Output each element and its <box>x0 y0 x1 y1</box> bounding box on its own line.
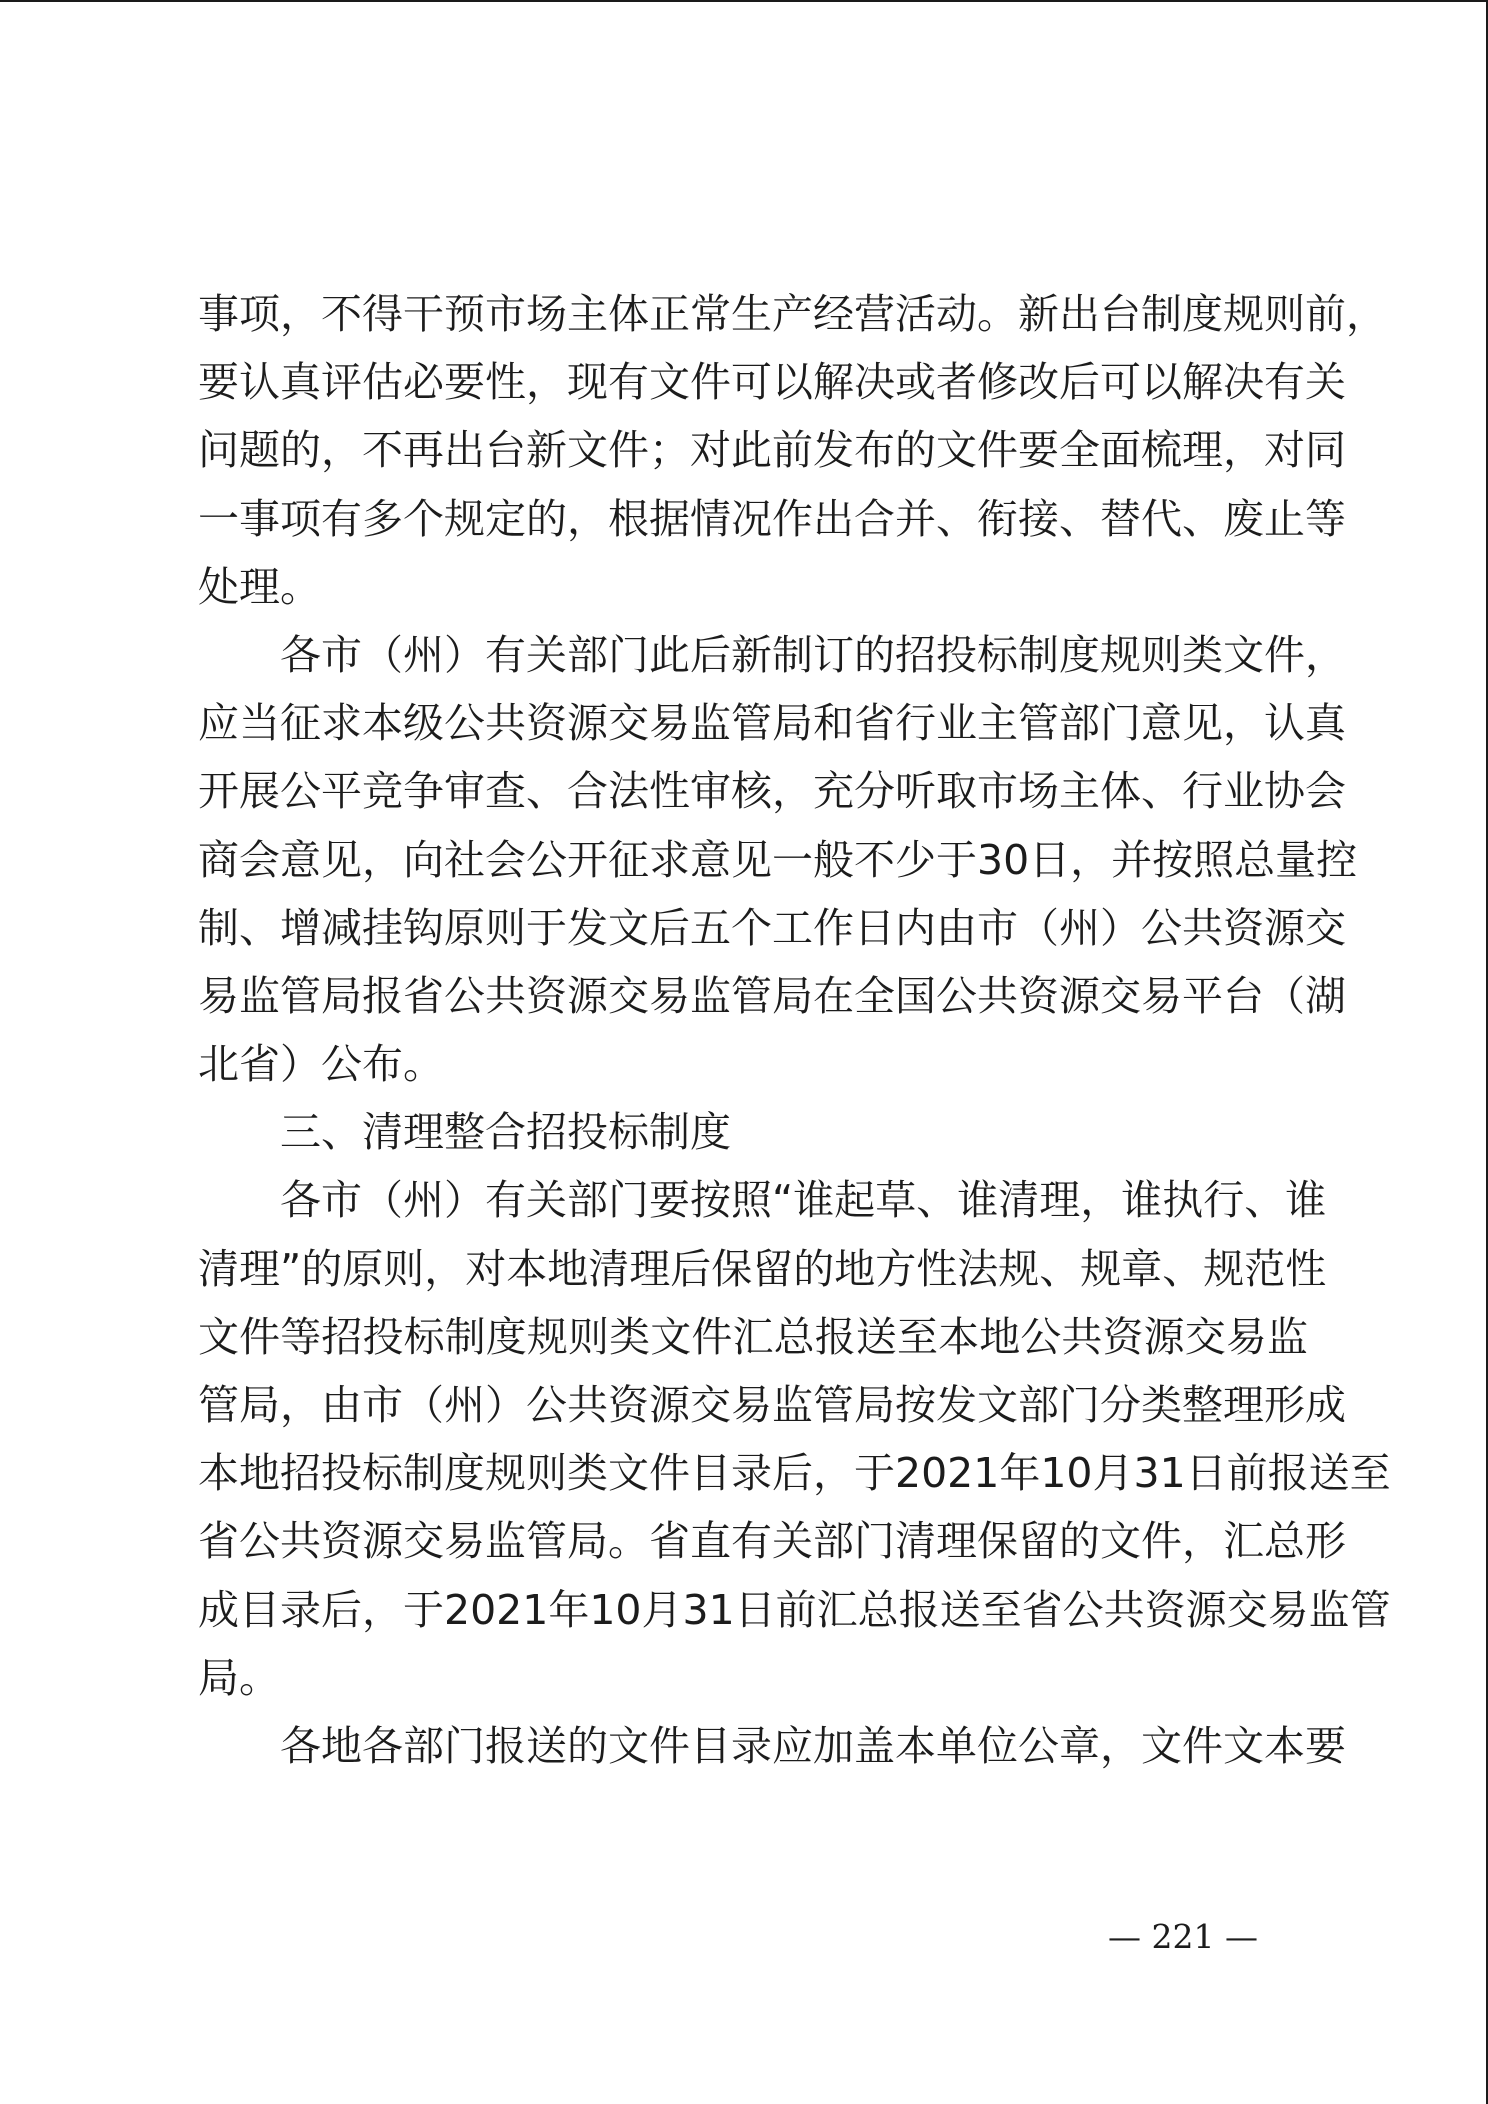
text-line: 事项，不得干预市场主体正常生产经营活动。新出台制度规则前， <box>198 290 1387 338</box>
text-line: 要认真评估必要性，现有文件可以解决或者修改后可以解决有关 <box>198 358 1346 407</box>
text-line: 制、增减挂钩原则于发文后五个工作日内由市（州）公共资源交 <box>198 903 1346 952</box>
text-line: 各地各部门报送的文件目录应加盖本单位公章，文件文本要 <box>280 1721 1346 1770</box>
section-heading: 三、清理整合招投标制度 <box>280 1108 731 1157</box>
text-line: 文件等招投标制度规则类文件汇总报送至本地公共资源交易监 <box>198 1312 1308 1361</box>
text-line: 问题的，不再出台新文件；对此前发布的文件要全面梳理，对同 <box>198 426 1346 475</box>
text-line: 处理。 <box>198 562 321 611</box>
text-line: 各市（州）有关部门要按照“谁起草、谁清理，谁执行、谁 <box>280 1176 1327 1225</box>
text-line: 商会意见，向社会公开征求意见一般不少于30日，并按照总量控 <box>198 835 1358 884</box>
text-line: 清理”的原则，对本地清理后保留的地方性法规、规章、规范性 <box>198 1244 1327 1293</box>
text-line: 管局，由市（州）公共资源交易监管局按发文部门分类整理形成 <box>198 1381 1346 1429</box>
document-body <box>198 280 1391 1780</box>
text-line: 开展公平竞争审查、合法性审核，充分听取市场主体、行业协会 <box>198 767 1346 816</box>
text-line: 易监管局报省公共资源交易监管局在全国公共资源交易平台（湖 <box>198 971 1346 1020</box>
text-line: 应当征求本级公共资源交易监管局和省行业主管部门意见，认真 <box>198 699 1346 748</box>
text-line: 成目录后，于2021年10月31日前汇总报送至省公共资源交易监管 <box>198 1585 1391 1634</box>
text-line: 省公共资源交易监管局。省直有关部门清理保留的文件，汇总形 <box>198 1517 1346 1566</box>
text-line: 各市（州）有关部门此后新制订的招投标制度规则类文件， <box>280 630 1346 679</box>
text-line: 一事项有多个规定的，根据情况作出合并、衔接、替代、废止等 <box>198 494 1346 543</box>
text-line: 北省）公布。 <box>198 1040 444 1089</box>
page-number: — 221 — <box>1108 1917 1258 1956</box>
text-line: 本地招投标制度规则类文件目录后，于2021年10月31日前报送至 <box>198 1449 1391 1498</box>
text-line: 局。 <box>198 1653 280 1702</box>
